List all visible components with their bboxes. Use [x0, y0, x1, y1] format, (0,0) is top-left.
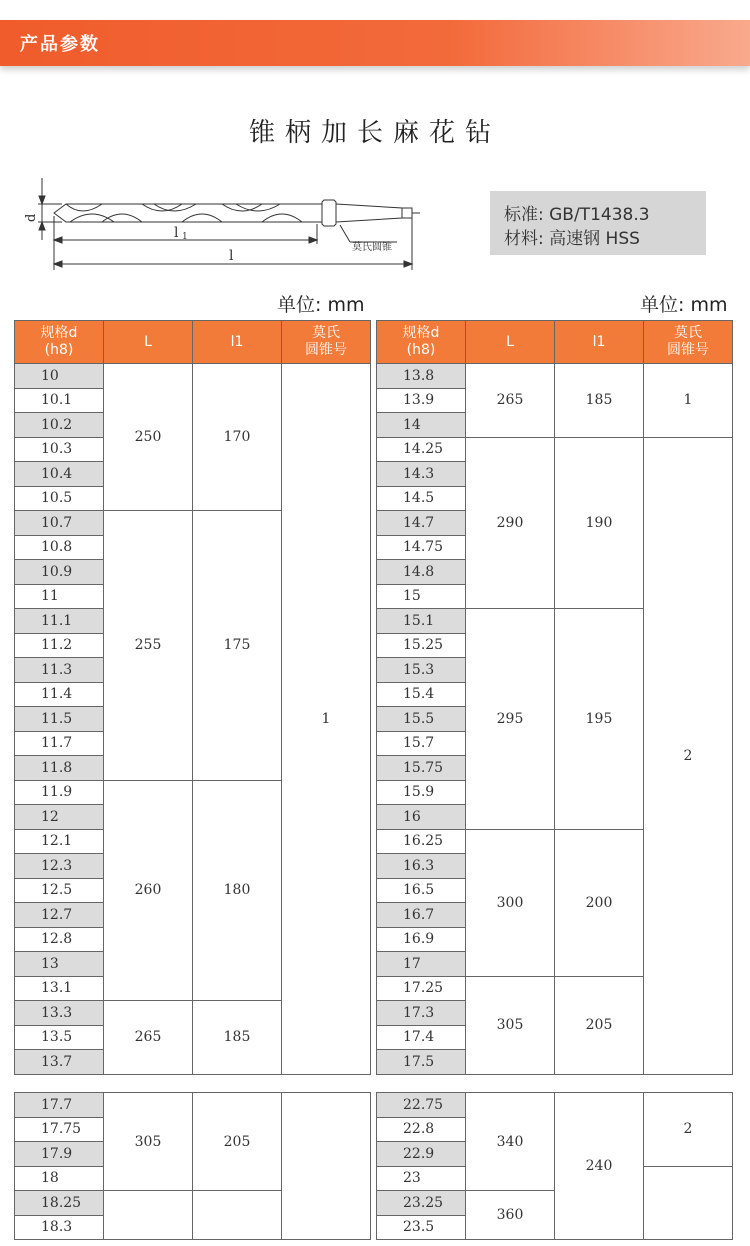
drill-drawing	[22, 170, 422, 270]
cell-d: 10.2	[15, 413, 104, 438]
cell-d: 16.25	[377, 829, 466, 854]
section-header-bar	[0, 20, 750, 66]
cell-d: 14.8	[377, 560, 466, 585]
cell-d: 16	[377, 805, 466, 830]
spec-table-2-left	[14, 1092, 371, 1240]
cell-l1: 185	[555, 364, 644, 438]
cell-d: 22.9	[377, 1142, 466, 1167]
cell-d: 12	[15, 805, 104, 830]
cell-d: 14.25	[377, 437, 466, 462]
cell-d: 23.25	[377, 1191, 466, 1216]
cell-d: 16.9	[377, 927, 466, 952]
cell-l1: 180	[193, 780, 282, 1001]
cell-d: 10.5	[15, 486, 104, 511]
cell-d: 10.3	[15, 437, 104, 462]
section-title: 产品参数	[20, 34, 100, 55]
cell-l1	[193, 1191, 282, 1240]
unit-label-left: 单位: mm	[277, 294, 365, 316]
cell-d: 15.1	[377, 609, 466, 634]
cell-d: 22.8	[377, 1117, 466, 1142]
cell-d: 11.1	[15, 609, 104, 634]
cell-d: 16.5	[377, 878, 466, 903]
cell-d: 17.75	[15, 1117, 104, 1142]
cell-d: 12.5	[15, 878, 104, 903]
cell-morse: 1	[282, 364, 371, 1075]
cell-d: 15.9	[377, 780, 466, 805]
cell-d: 15.3	[377, 658, 466, 683]
label-l1-subscript: 1	[182, 232, 188, 242]
cell-l1: 195	[555, 609, 644, 830]
cell-morse: 2	[644, 437, 733, 1074]
cell-d: 10.7	[15, 511, 104, 536]
cell-d: 13.3	[15, 1001, 104, 1026]
cell-L: 265	[466, 364, 555, 438]
cell-l1: 185	[193, 1001, 282, 1075]
cell-d: 14.75	[377, 535, 466, 560]
cell-L: 255	[104, 511, 193, 781]
spec-table-1-right	[376, 320, 733, 1075]
cell-d: 10.9	[15, 560, 104, 585]
cell-d: 17.3	[377, 1001, 466, 1026]
cell-L	[104, 1191, 193, 1240]
label-morse-taper: 莫氏圆锥	[352, 242, 392, 253]
cell-d: 15.5	[377, 707, 466, 732]
col-header-l1: l1	[193, 321, 282, 364]
cell-L: 300	[466, 829, 555, 976]
table-row	[15, 1093, 371, 1118]
cell-d: 17.7	[15, 1093, 104, 1118]
cell-d: 11	[15, 584, 104, 609]
cell-d: 11.5	[15, 707, 104, 732]
cell-d: 17.4	[377, 1025, 466, 1050]
cell-d: 17	[377, 952, 466, 977]
cell-d: 23	[377, 1166, 466, 1191]
cell-d: 17.5	[377, 1050, 466, 1075]
cell-d: 15.7	[377, 731, 466, 756]
cell-d: 12.8	[15, 927, 104, 952]
col-header-L: L	[466, 321, 555, 364]
cell-d: 11.9	[15, 780, 104, 805]
label-l1: l	[174, 225, 179, 241]
cell-d: 23.5	[377, 1215, 466, 1240]
cell-L: 260	[104, 780, 193, 1001]
cell-d: 13.7	[15, 1050, 104, 1075]
cell-d: 15	[377, 584, 466, 609]
cell-d: 12.1	[15, 829, 104, 854]
cell-l1: 205	[193, 1093, 282, 1191]
cell-morse	[644, 1166, 733, 1240]
cell-d: 15.75	[377, 756, 466, 781]
material-line: 材料: 高速钢 HSS	[504, 229, 640, 249]
cell-L: 290	[466, 437, 555, 609]
label-l: l	[229, 248, 234, 264]
spec-table-2-right	[376, 1092, 733, 1240]
cell-L: 305	[466, 976, 555, 1074]
cell-d: 13.9	[377, 388, 466, 413]
cell-d: 13	[15, 952, 104, 977]
cell-d: 16.7	[377, 903, 466, 928]
cell-l1: 175	[193, 511, 282, 781]
cell-d: 14.3	[377, 462, 466, 487]
cell-d: 11.3	[15, 658, 104, 683]
col-header-d: 规格d (h8)	[15, 321, 104, 364]
cell-l1: 200	[555, 829, 644, 976]
cell-d: 14.5	[377, 486, 466, 511]
cell-d: 16.3	[377, 854, 466, 879]
product-title: 锥柄加长麻花钻	[248, 118, 501, 148]
col-header-d: 规格d (h8)	[377, 321, 466, 364]
cell-d: 18.3	[15, 1215, 104, 1240]
cell-d: 14	[377, 413, 466, 438]
cell-morse	[282, 1093, 371, 1240]
cell-d: 11.4	[15, 682, 104, 707]
cell-d: 15.25	[377, 633, 466, 658]
cell-l1: 170	[193, 364, 282, 511]
cell-d: 10.1	[15, 388, 104, 413]
cell-d: 18.25	[15, 1191, 104, 1216]
label-d: d	[24, 213, 39, 222]
col-header-morse: 莫氏 圆锥号	[644, 321, 733, 364]
spec-table-1-left	[14, 320, 371, 1075]
col-header-l1: l1	[555, 321, 644, 364]
cell-l1: 190	[555, 437, 644, 609]
table-row	[377, 1093, 733, 1118]
cell-d: 12.3	[15, 854, 104, 879]
cell-L: 250	[104, 364, 193, 511]
cell-d: 11.8	[15, 756, 104, 781]
cell-d: 15.4	[377, 682, 466, 707]
cell-d: 17.9	[15, 1142, 104, 1167]
cell-L: 305	[104, 1093, 193, 1191]
cell-morse: 2	[644, 1093, 733, 1167]
cell-d: 10	[15, 364, 104, 389]
cell-d: 18	[15, 1166, 104, 1191]
cell-d: 13.5	[15, 1025, 104, 1050]
cell-d: 11.7	[15, 731, 104, 756]
cell-d: 22.75	[377, 1093, 466, 1118]
cell-d: 10.8	[15, 535, 104, 560]
cell-d: 13.1	[15, 976, 104, 1001]
cell-d: 14.7	[377, 511, 466, 536]
cell-L: 340	[466, 1093, 555, 1191]
col-header-L: L	[104, 321, 193, 364]
cell-L: 265	[104, 1001, 193, 1075]
cell-d: 17.25	[377, 976, 466, 1001]
spec-box	[490, 191, 706, 255]
cell-d: 13.8	[377, 364, 466, 389]
cell-L: 295	[466, 609, 555, 830]
table-row	[377, 364, 733, 389]
table-row	[377, 437, 733, 462]
cell-l1: 240	[555, 1093, 644, 1240]
cell-d: 12.7	[15, 903, 104, 928]
standard-line: 标准: GB/T1438.3	[504, 205, 650, 225]
unit-label-right: 单位: mm	[640, 294, 728, 316]
cell-d: 10.4	[15, 462, 104, 487]
cell-morse: 1	[644, 364, 733, 438]
col-header-morse: 莫氏 圆锥号	[282, 321, 371, 364]
table-row	[15, 364, 371, 389]
cell-L: 360	[466, 1191, 555, 1240]
cell-l1: 205	[555, 976, 644, 1074]
cell-d: 11.2	[15, 633, 104, 658]
